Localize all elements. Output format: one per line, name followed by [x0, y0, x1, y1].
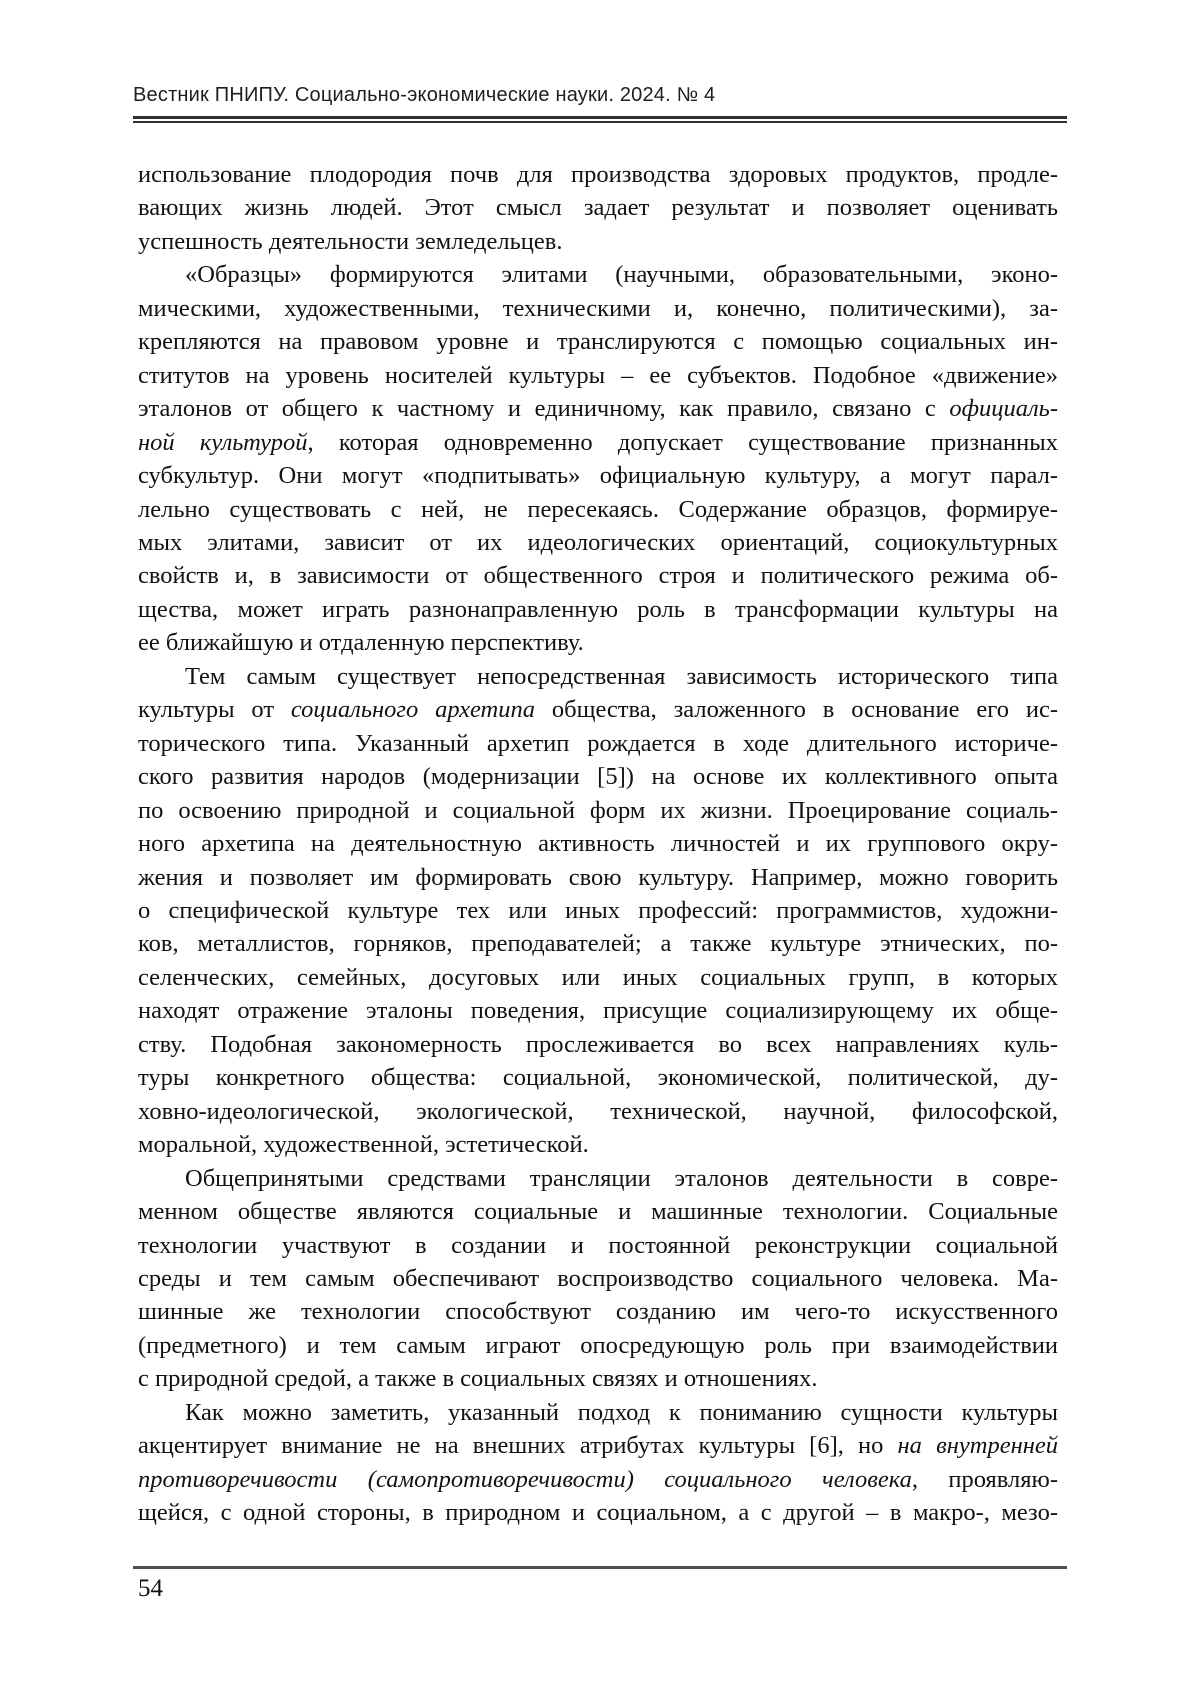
- text-line: [138, 359, 1058, 392]
- text-line: [138, 1095, 1058, 1128]
- text-run: ее ближайшую и отдаленную перспективу.: [138, 629, 584, 657]
- text-run: ского развития народов (модернизации [5]) на основе их коллективного опыта: [138, 763, 1058, 791]
- text-line: [138, 927, 1058, 960]
- text-line: [138, 693, 1058, 726]
- text-line: [138, 1028, 1058, 1061]
- text-run: вающих жизнь людей. Этот смысл задает результат и позволяет оценивать: [138, 194, 1058, 222]
- text-line: [138, 1362, 1058, 1395]
- text-line: [138, 1061, 1058, 1094]
- text-run: «Образцы» формируются элитами (научными, образовательными, эконо-: [185, 261, 1058, 289]
- italic-run: официаль-: [949, 395, 1058, 423]
- text-run: общества, заложенного в основание его ис-: [534, 696, 1058, 724]
- text-line: [138, 1195, 1058, 1228]
- text-line: [138, 426, 1058, 459]
- italic-run: противоречивости (самопротиворечивости) социального человека: [138, 1465, 912, 1493]
- body-text: [138, 158, 1058, 1530]
- text-run: мых элитами, зависит от их идеологических ориентаций, социокультурных: [138, 528, 1058, 556]
- text-line: [138, 258, 1058, 291]
- italic-run: ной культурой: [138, 428, 308, 456]
- text-run: крепляются на правовом уровне и транслируются с помощью социальных ин-: [138, 328, 1058, 356]
- paragraph: [138, 158, 1058, 258]
- text-run: жения и позволяет им формировать свою культуру. Например, можно говорить: [138, 863, 1058, 891]
- paragraph: [138, 660, 1058, 1162]
- text-run: лельно существовать с ней, не пересекаясь. Содержание образцов, формируе-: [138, 495, 1058, 523]
- journal-title-text: Вестник ПНИПУ. Социально-экономические науки. 2024. № 4: [133, 84, 716, 106]
- text-line: [138, 493, 1058, 526]
- text-line: [138, 1463, 1058, 1496]
- text-run: мическими, художественными, техническими и, конечно, политическими), за-: [138, 294, 1058, 322]
- text-line: [138, 994, 1058, 1027]
- text-line: [138, 1229, 1058, 1262]
- text-run: находят отражение эталоны поведения, присущие социализирующему их обще-: [138, 997, 1058, 1025]
- paragraph: [138, 1162, 1058, 1396]
- text-line: [138, 225, 1058, 258]
- text-run: селенческих, семейных, досуговых или иных социальных групп, в которых: [138, 963, 1058, 991]
- text-run: культуры от: [138, 696, 291, 724]
- text-run: торического типа. Указанный архетип рождается в ходе длительного историче-: [138, 729, 1058, 757]
- text-run: менном обществе являются социальные и машинные технологии. Социальные: [138, 1198, 1058, 1226]
- text-run: туры конкретного общества: социальной, экономической, политической, ду-: [138, 1064, 1058, 1092]
- paragraph: [138, 1396, 1058, 1530]
- text-run: ховно-идеологической, экологической, технической, научной, философской,: [138, 1097, 1058, 1125]
- page-number: 54: [138, 1575, 163, 1602]
- text-line: [138, 158, 1058, 191]
- text-run: с природной средой, а также в социальных связях и отношениях.: [138, 1365, 818, 1393]
- text-line: [138, 526, 1058, 559]
- text-line: [138, 593, 1058, 626]
- text-run: эталонов от общего к частному и единичному, как правило, связано с: [138, 395, 950, 423]
- text-run: ного архетипа на деятельностную активность личностей и их группового окру-: [138, 830, 1058, 858]
- text-line: [138, 760, 1058, 793]
- text-line: [138, 559, 1058, 592]
- text-line: [138, 191, 1058, 224]
- text-run: среды и тем самым обеспечивают воспроизводство социального человека. Ма-: [138, 1264, 1058, 1292]
- text-run: ков, металлистов, горняков, преподавателей; а также культуре этнических, по-: [138, 930, 1058, 958]
- italic-run: на внутренней: [897, 1432, 1058, 1460]
- text-line: [138, 1496, 1058, 1529]
- text-line: [138, 794, 1058, 827]
- text-line: [138, 292, 1058, 325]
- text-run: шинные же технологии способствуют созданию им чего-то искусственного: [138, 1298, 1058, 1326]
- text-run: о специфической культуре тех или иных профессий: программистов, художни-: [138, 896, 1058, 924]
- footer-divider: [133, 1566, 1067, 1569]
- text-line: [138, 392, 1058, 425]
- text-line: [138, 1396, 1058, 1429]
- text-line: [138, 894, 1058, 927]
- text-run: щества, может играть разнонаправленную роль в трансформации культуры на: [138, 595, 1058, 623]
- text-run: по освоению природной и социальной форм их жизни. Проецирование социаль-: [138, 796, 1058, 824]
- text-run: акцентирует внимание не на внешних атрибутах культуры [6], но: [138, 1432, 898, 1460]
- text-line: [138, 1128, 1058, 1161]
- text-run: ститутов на уровень носителей культуры – ее субъектов. Подобное «движение»: [138, 361, 1058, 389]
- text-line: [138, 325, 1058, 358]
- text-line: [138, 1329, 1058, 1362]
- paragraph: [138, 258, 1058, 659]
- text-line: [138, 1429, 1058, 1462]
- text-run: Как можно заметить, указанный подход к пониманию сущности культуры: [185, 1398, 1058, 1426]
- running-header: [133, 84, 1067, 107]
- text-line: [138, 1162, 1058, 1195]
- text-run: щейся, с одной стороны, в природном и социальном, а с другой – в макро-, мезо-: [138, 1499, 1058, 1527]
- header-divider: [133, 116, 1067, 123]
- text-line: [138, 727, 1058, 760]
- text-run: Тем самым существует непосредственная зависимость исторического типа: [185, 662, 1058, 690]
- text-run: субкультур. Они могут «подпитывать» официальную культуру, а могут парал-: [138, 462, 1058, 490]
- text-line: [138, 1262, 1058, 1295]
- text-run: , проявляю-: [911, 1465, 1058, 1493]
- text-run: использование плодородия почв для производства здоровых продуктов, продле-: [138, 161, 1058, 188]
- text-run: Общепринятыми средствами трансляции эталонов деятельности в совре-: [185, 1164, 1058, 1192]
- text-run: успешность деятельности земледельцев.: [138, 227, 563, 255]
- text-run: моральной, художественной, эстетической.: [138, 1131, 589, 1159]
- text-line: [138, 861, 1058, 894]
- text-line: [138, 827, 1058, 860]
- text-run: (предметного) и тем самым играют опосредующую роль при взаимодействии: [138, 1331, 1058, 1359]
- italic-run: социального архетипа: [290, 696, 535, 724]
- text-line: [138, 459, 1058, 492]
- text-run: , которая одновременно допускает существование признанных: [307, 428, 1058, 456]
- text-line: [138, 626, 1058, 659]
- text-run: свойств и, в зависимости от общественного строя и политического режима об-: [138, 562, 1058, 590]
- text-run: ству. Подобная закономерность прослеживается во всех направлениях куль-: [138, 1030, 1058, 1058]
- text-line: [138, 961, 1058, 994]
- text-line: [138, 660, 1058, 693]
- text-run: технологии участвуют в создании и постоянной реконструкции социальной: [138, 1231, 1058, 1259]
- text-line: [138, 1295, 1058, 1328]
